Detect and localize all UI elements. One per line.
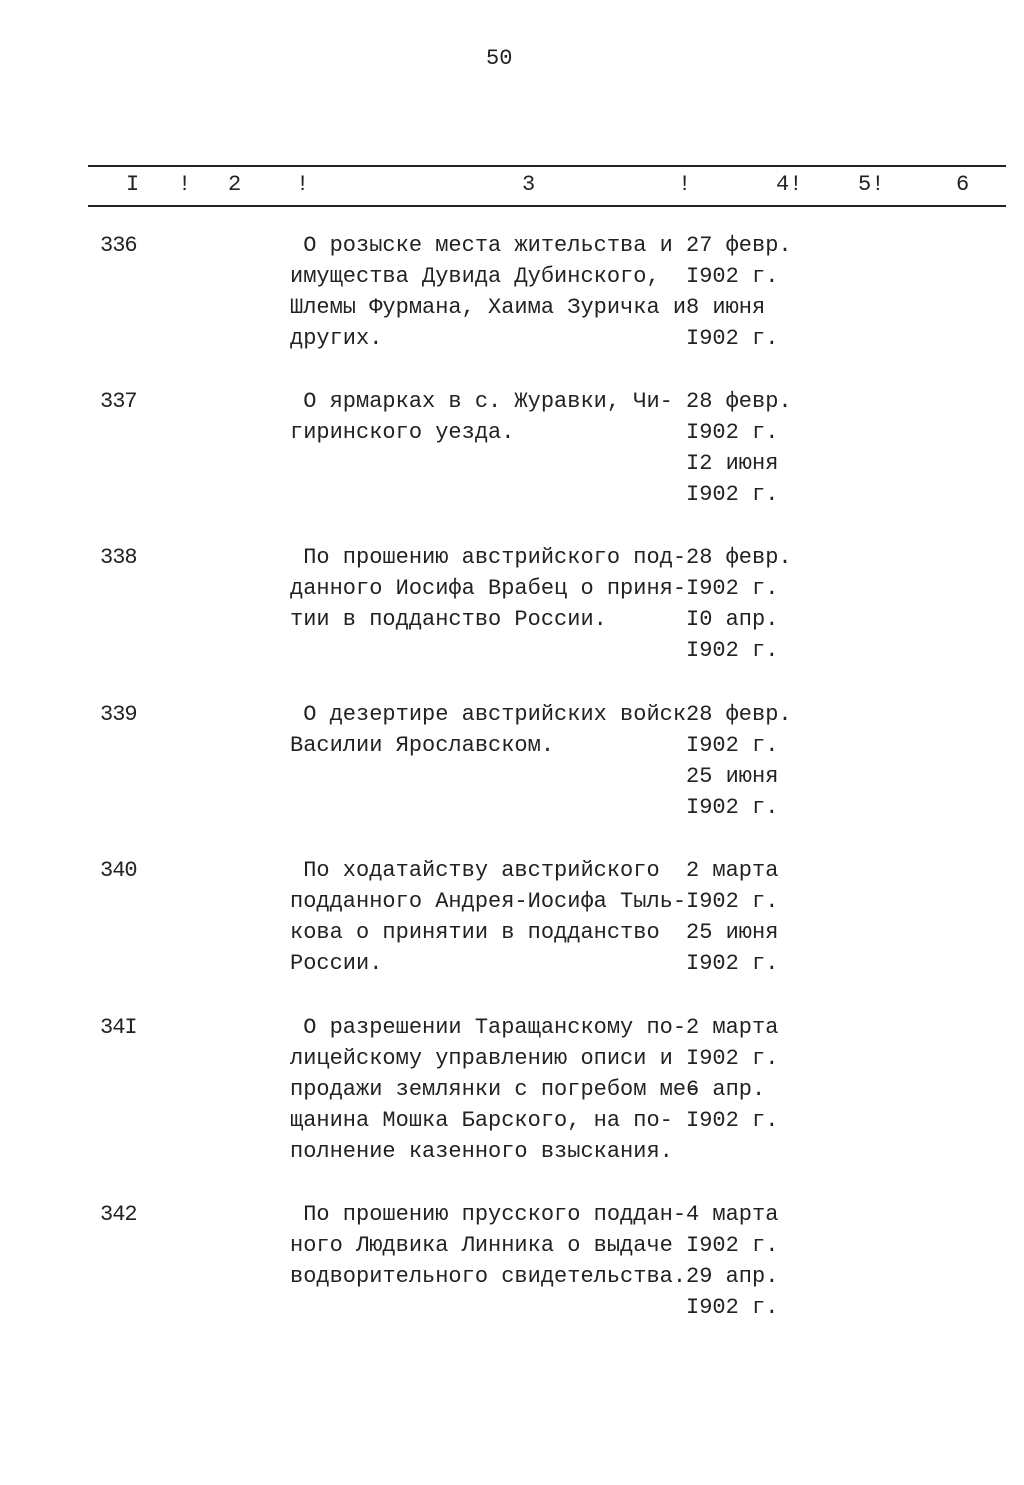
description-line: Шлемы Фурмана, Хаима Зуричка и	[290, 295, 687, 320]
date-line: I902 г.	[686, 733, 779, 758]
date-line: I902 г.	[686, 951, 779, 976]
col-separator: !	[296, 172, 310, 197]
description-line: имущества Дувида Дубинского,	[290, 264, 660, 289]
date-line: I902 г.	[686, 576, 779, 601]
date-line: I902 г.	[686, 795, 779, 820]
entry-dates	[686, 542, 792, 666]
entry-description	[290, 542, 686, 635]
description-line: По прошению прусского поддан-	[290, 1202, 687, 1227]
entry-dates	[686, 855, 778, 979]
entry-number: 340	[100, 858, 137, 883]
entry-number: 338	[100, 545, 137, 570]
col-header-6: 6	[956, 172, 970, 197]
col-separator: !	[678, 172, 692, 197]
description-line: щанина Мошка Барского, на по-	[290, 1108, 673, 1133]
entry-description	[290, 230, 686, 354]
page-number: 50	[486, 46, 513, 71]
entry-number: 339	[100, 702, 137, 727]
entry-number: 336	[100, 233, 137, 258]
entry-dates	[686, 1199, 778, 1323]
description-line: лицейскому управлению описи и	[290, 1046, 673, 1071]
header-bottom-rule	[88, 205, 1006, 207]
entry-dates	[686, 1012, 778, 1136]
entry-dates	[686, 386, 792, 510]
entry-number: 337	[100, 389, 137, 414]
description-line: подданного Андрея-Иосифа Тыль-	[290, 889, 687, 914]
description-line: данного Иосифа Врабец о приня-	[290, 576, 687, 601]
entry-number: 342	[100, 1202, 137, 1227]
date-line: I902 г.	[686, 1295, 779, 1320]
description-line: ного Людвика Линника о выдаче	[290, 1233, 673, 1258]
date-line: I902 г.	[686, 889, 779, 914]
date-line: 4 марта	[686, 1202, 779, 1227]
date-line: 6 апр.	[686, 1077, 766, 1102]
description-line: России.	[290, 951, 383, 976]
description-line: кова о принятии в подданство	[290, 920, 660, 945]
description-line: Василии Ярославском.	[290, 733, 555, 758]
date-line: 28 февр.	[686, 702, 792, 727]
description-line: гиринского уезда.	[290, 420, 515, 445]
date-line: I902 г.	[686, 638, 779, 663]
col-header-5: 5!	[858, 172, 885, 197]
entry-description	[290, 699, 686, 761]
date-line: I902 г.	[686, 264, 779, 289]
description-line: водворительного свидетельства.	[290, 1264, 687, 1289]
date-line: I2 июня	[686, 451, 779, 476]
description-line: О разрешении Таращанскому по-	[290, 1015, 687, 1040]
date-line: 2 марта	[686, 1015, 779, 1040]
description-line: других.	[290, 326, 383, 351]
date-line: I902 г.	[686, 1108, 779, 1133]
description-line: тии в подданство России.	[290, 607, 607, 632]
description-line: О ярмарках в с. Журавки, Чи-	[290, 389, 673, 414]
date-line: 28 февр.	[686, 389, 792, 414]
description-line: О дезертире австрийских войск	[290, 702, 687, 727]
description-line: По прошению австрийского под-	[290, 545, 687, 570]
col-header-1: I	[126, 172, 140, 197]
entry-dates	[686, 230, 792, 354]
description-line: По ходатайству австрийского	[290, 858, 660, 883]
col-header-2: 2	[228, 172, 242, 197]
col-header-4: 4!	[776, 172, 803, 197]
entry-description	[290, 386, 673, 448]
header-top-rule	[88, 165, 1006, 167]
entry-description	[290, 1012, 699, 1167]
col-header-3: 3	[522, 172, 536, 197]
date-line: I902 г.	[686, 482, 779, 507]
col-separator: !	[178, 172, 192, 197]
date-line: 2 марта	[686, 858, 779, 883]
description-line: О розыске места жительства и	[290, 233, 673, 258]
date-line: I902 г.	[686, 326, 779, 351]
date-line: I902 г.	[686, 420, 779, 445]
date-line: 27 февр.	[686, 233, 792, 258]
entry-description	[290, 855, 686, 979]
date-line: 25 июня	[686, 764, 779, 789]
date-line: I902 г.	[686, 1233, 779, 1258]
description-line: продажи землянки с погребом ме-	[290, 1077, 700, 1102]
entry-number: 34I	[100, 1015, 137, 1040]
date-line: 25 июня	[686, 920, 779, 945]
date-line: 8 июня	[686, 295, 766, 320]
description-line: полнение казенного взыскания.	[290, 1139, 673, 1164]
date-line: 28 февр.	[686, 545, 792, 570]
date-line: 29 апр.	[686, 1264, 779, 1289]
entry-dates	[686, 699, 792, 823]
entry-description	[290, 1199, 686, 1292]
date-line: I902 г.	[686, 1046, 779, 1071]
date-line: I0 апр.	[686, 607, 779, 632]
